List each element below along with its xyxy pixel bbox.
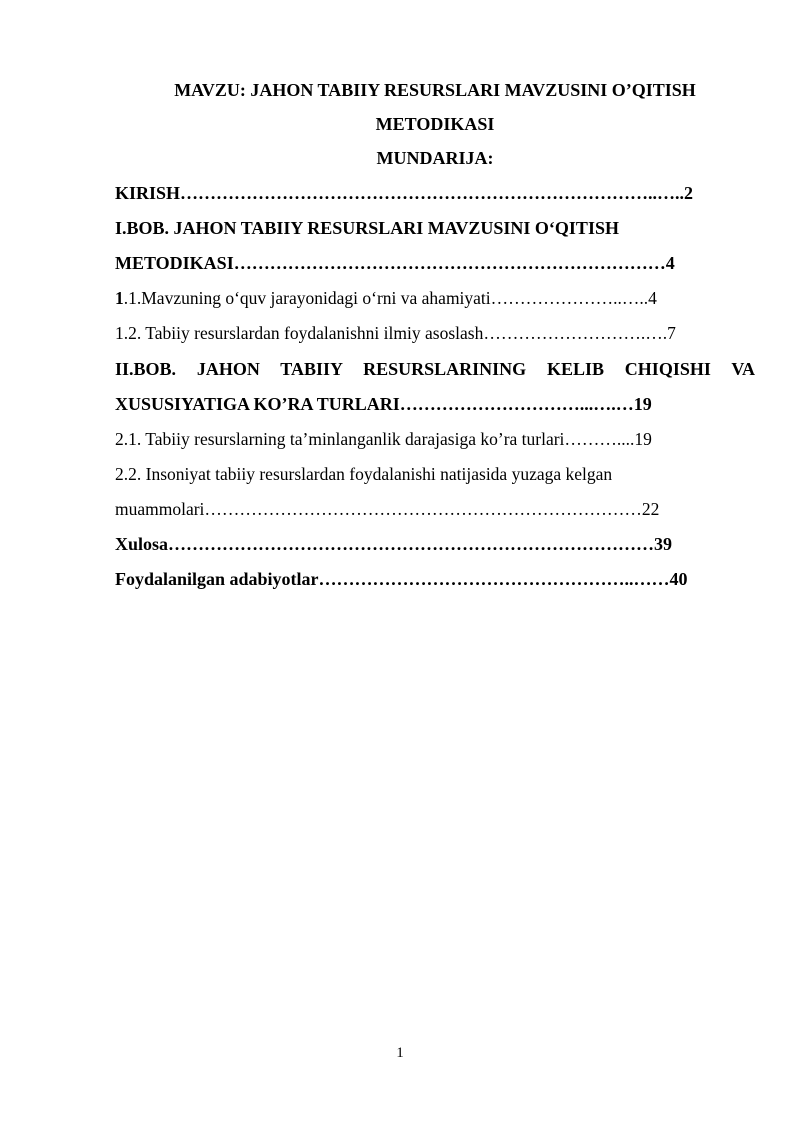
toc-entry-section-1-1-text: .1.Mavzuning o‘quv jarayonidagi o‘rni va ahamiyati…………………..…..4 [123,288,657,308]
toc-entry-bibliography: Foydalanilgan adabiyotlar……………………………………………..……40 [115,569,688,589]
toc-entry-kirish: KIRISH……………………………………………………………………..…..2 [115,183,694,203]
document-title-line-2: METODIKASI [375,114,495,134]
toc-entry-section-2-2-line-2: muammolari…………………………………………………………………22 [115,499,660,519]
toc-entry-section-1-1 [115,281,755,315]
toc-entry-section-1-1-number: 1 [115,288,124,308]
toc-entry-section-2-1: 2.1. Tabiiy resurslarning ta’minlanganlik darajasiga ko’ra turlari………....19 [115,429,652,449]
toc-entry-chapter-2-line-1: II.BOB. JAHON TABIIY RESURSLARINING KELIB CHIQISHI VA [115,359,755,379]
contents-heading: MUNDARIJA: [376,148,494,168]
toc-entry-chapter-1-line-1: I.BOB. JAHON TABIIY RESURSLARI MAVZUSINI O‘QITISH [115,218,619,238]
toc-entry-chapter-1-line-2: METODIKASI………………………………………………………………4 [115,253,675,273]
document-title-line-1: MAVZU: JAHON TABIIY RESURSLARI MAVZUSINI O’QITISH [174,80,696,100]
toc-entry-xulosa: Xulosa………………………………………………………………………39 [115,534,673,554]
toc-entry-chapter-2-line-2: XUSUSIYATIGA KO’RA TURLARI…………………………...….…19 [115,394,652,414]
toc-entry-section-2-2-line-1: 2.2. Insoniyat tabiiy resurslardan foydalanishi natijasida yuzaga kelgan [115,464,613,484]
page-number: 1 [396,1045,404,1061]
toc-entry-section-1-2: 1.2. Tabiiy resurslardan foydalanishni ilmiy asoslash……………………….….7 [115,323,676,343]
